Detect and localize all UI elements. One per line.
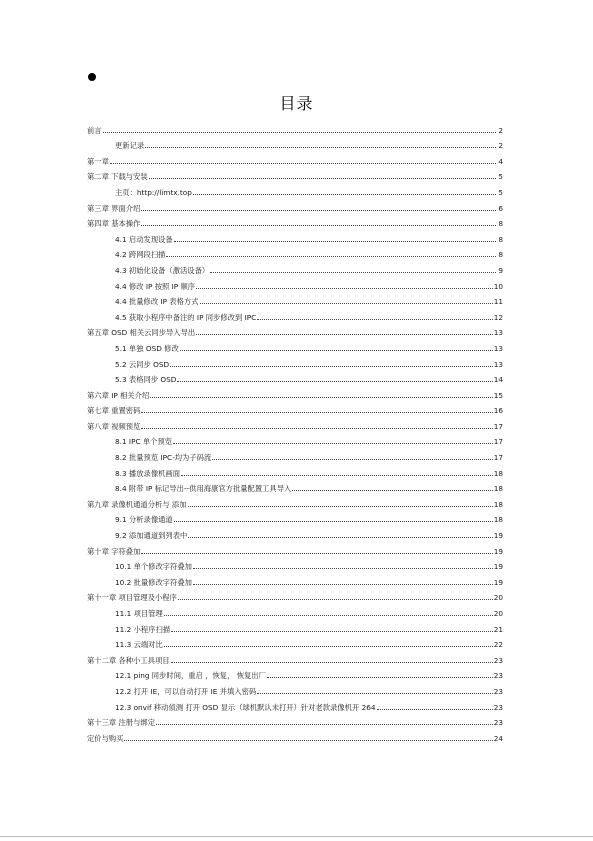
- toc-page-number: 5: [498, 172, 503, 182]
- toc-subsection-entry[interactable]: [87, 696, 503, 712]
- toc-page-number: 23: [493, 686, 503, 696]
- toc-entry-label: 11.2 小程序扫描: [115, 624, 171, 634]
- toc-entry-label: 主页：http://limtx.top: [115, 187, 192, 197]
- toc-dot-leader: [257, 692, 492, 694]
- toc-dot-leader: [164, 645, 493, 647]
- toc-dot-leader: [193, 583, 493, 585]
- toc-chapter-entry[interactable]: [87, 493, 503, 509]
- toc-entry-label: 10.2 批量修改字符叠加: [115, 577, 192, 587]
- toc-dot-leader: [141, 427, 492, 429]
- toc-subsection-entry[interactable]: [87, 306, 503, 322]
- toc-dot-leader: [110, 162, 496, 164]
- toc-entry-label: 11.1 项目管理: [115, 609, 163, 618]
- toc-page-number: 11: [493, 297, 503, 307]
- toc-dot-leader: [200, 302, 493, 304]
- toc-entry-label: 第十三章 注册与绑定: [87, 718, 155, 728]
- toc-dot-leader: [174, 520, 493, 522]
- toc-dot-leader: [171, 661, 493, 663]
- toc-entry-label: 第三章 界面介绍: [87, 203, 141, 213]
- toc-page-number: 4: [498, 156, 503, 166]
- toc-entry-label: 第五章 OSD 相关云同步导入导出: [87, 328, 196, 338]
- toc-dot-leader: [188, 505, 493, 507]
- toc-entry-label: 8.2 批量预览 IPC-均为子码流: [115, 453, 212, 463]
- toc-page-number: 2: [498, 125, 503, 135]
- toc-page-number: 18: [493, 499, 503, 509]
- toc-page-number: 19: [493, 562, 503, 572]
- toc-dot-leader: [210, 271, 496, 273]
- toc-dot-leader: [170, 365, 493, 367]
- toc-page-number: 24: [493, 733, 503, 743]
- toc-entry-label: 第八章 视频预览: [87, 421, 141, 431]
- toc-dot-leader: [196, 287, 493, 289]
- toc-dot-leader: [177, 380, 492, 382]
- toc-page-number: 18: [493, 484, 503, 494]
- toc-dot-leader: [173, 442, 493, 444]
- toc-entry-label: 5.1 单独 OSD 修改: [115, 343, 179, 353]
- toc-entry-label: 第六章 IP 相关介绍: [87, 390, 150, 400]
- toc-subsection-entry[interactable]: [87, 665, 503, 681]
- toc-subsection-entry[interactable]: [87, 353, 503, 369]
- toc-subsection-entry[interactable]: [87, 602, 503, 618]
- toc-entry-label: 9.2 添加通道到列表中: [115, 531, 188, 541]
- toc-dot-leader: [150, 396, 492, 398]
- toc-subsection-entry[interactable]: [87, 556, 503, 572]
- toc-subsection-entry[interactable]: [87, 181, 503, 197]
- toc-entry-label: 第九章 录像机通道分析与 添加: [87, 499, 187, 509]
- toc-chapter-entry[interactable]: [87, 540, 503, 556]
- toc-subsection-entry[interactable]: [87, 431, 503, 447]
- toc-entry-label: 10.1 单个修改字符叠加: [115, 562, 192, 572]
- toc-entry-label: 12.2 打开 IE，可以自动打开 IE 并填入密码: [115, 686, 257, 696]
- toc-dot-leader: [257, 318, 492, 320]
- table-of-contents: [87, 119, 503, 743]
- toc-chapter-entry[interactable]: [87, 166, 503, 182]
- toc-subsection-entry[interactable]: [87, 680, 503, 696]
- toc-subsection-entry[interactable]: [87, 259, 503, 275]
- toc-chapter-entry[interactable]: [87, 213, 503, 229]
- toc-entry-label: 4.4 修改 IP 按照 IP 顺序: [115, 281, 196, 291]
- toc-page-number: 19: [493, 531, 503, 541]
- toc-dot-leader: [149, 177, 496, 179]
- toc-entry-label: 4.1 启动发现设备: [115, 234, 173, 244]
- toc-page-number: 17: [493, 453, 503, 463]
- bullet-icon: [88, 73, 96, 81]
- toc-chapter-entry[interactable]: [87, 712, 503, 728]
- toc-dot-leader: [171, 630, 493, 632]
- toc-dot-leader: [196, 333, 493, 335]
- toc-page-number: 21: [493, 624, 503, 634]
- toc-entry-label: 5.3 表格同步 OSD: [115, 375, 177, 385]
- toc-subsection-entry[interactable]: [87, 462, 503, 478]
- toc-entry-label: 8.3 播放录像机画面: [115, 468, 181, 478]
- toc-page-number: 8: [498, 250, 503, 260]
- toc-entry-label: 12.1 ping 同步时间，重启 ，恢复， 恢复出厂: [115, 671, 266, 681]
- toc-page-number: 12: [493, 312, 503, 322]
- toc-title: 目录: [279, 94, 314, 113]
- toc-page-number: 8: [498, 219, 503, 229]
- toc-chapter-entry[interactable]: [87, 384, 503, 400]
- toc-page-number: 13: [493, 359, 503, 369]
- toc-dot-leader: [181, 474, 493, 476]
- toc-page-number: 16: [493, 406, 503, 416]
- toc-dot-leader: [103, 131, 496, 133]
- toc-chapter-entry[interactable]: [87, 197, 503, 213]
- toc-page-number: 19: [493, 546, 503, 556]
- toc-subsection-entry[interactable]: [87, 337, 503, 353]
- toc-page-number: 2: [498, 141, 503, 151]
- toc-entry-label: 第七章 重置密码: [87, 406, 141, 416]
- toc-entry-label: 定价与购买: [87, 733, 124, 743]
- toc-dot-leader: [178, 598, 493, 600]
- toc-subsection-entry[interactable]: [87, 291, 503, 307]
- toc-subsection-entry[interactable]: [87, 634, 503, 650]
- toc-page-number: 15: [493, 390, 503, 400]
- toc-subsection-entry[interactable]: [87, 571, 503, 587]
- toc-entry-label: 4.4 批量修改 IP 表格方式: [115, 297, 199, 307]
- toc-page-number: 6: [498, 203, 503, 213]
- footer-divider: [0, 836, 593, 837]
- toc-entry-label: 第十二章 各种小工具项目: [87, 655, 170, 665]
- toc-dot-leader: [188, 536, 492, 538]
- toc-chapter-entry[interactable]: [87, 415, 503, 431]
- toc-entry-label: 4.2 跨网段扫描: [115, 250, 166, 260]
- toc-subsection-entry[interactable]: [87, 478, 503, 494]
- toc-entry-label: 第十一章 项目管理及小程序: [87, 593, 177, 603]
- toc-page-number: 17: [493, 437, 503, 447]
- toc-page-number: 13: [493, 328, 503, 338]
- toc-subsection-entry[interactable]: [87, 244, 503, 260]
- toc-chapter-entry[interactable]: [87, 322, 503, 338]
- toc-dot-leader: [141, 411, 492, 413]
- toc-entry-label: 前言: [87, 125, 102, 135]
- toc-subsection-entry[interactable]: [87, 618, 503, 634]
- toc-subsection-entry[interactable]: [87, 135, 503, 151]
- toc-entry-label: 4.5 获取小程序中备注的 IP 同步修改到 IPC: [115, 312, 257, 322]
- toc-chapter-entry[interactable]: [87, 119, 503, 135]
- toc-entry-label: 第二章 下载与安装: [87, 172, 148, 182]
- toc-dot-leader: [267, 676, 493, 678]
- toc-dot-leader: [156, 723, 493, 725]
- toc-entry-label: 5.2 云同步 OSD: [115, 359, 170, 369]
- toc-dot-leader: [180, 349, 493, 351]
- toc-dot-leader: [377, 708, 493, 710]
- toc-dot-leader: [141, 209, 496, 211]
- toc-entry-label: 更新记录: [115, 141, 145, 151]
- toc-page-number: 23: [493, 671, 503, 681]
- toc-entry-label: 4.3 初始化设备（激活设备）: [115, 265, 210, 275]
- toc-chapter-entry[interactable]: [87, 587, 503, 603]
- toc-page-number: 8: [498, 234, 503, 244]
- toc-page-number: 18: [493, 468, 503, 478]
- toc-dot-leader: [174, 240, 496, 242]
- toc-page-number: 10: [493, 281, 503, 291]
- toc-page-number: 22: [493, 640, 503, 650]
- toc-page-number: 23: [493, 655, 503, 665]
- toc-chapter-entry[interactable]: [87, 649, 503, 665]
- toc-subsection-entry[interactable]: [87, 446, 503, 462]
- toc-dot-leader: [141, 552, 492, 554]
- toc-page-number: 20: [493, 609, 503, 618]
- toc-entry-label: 9.1 分析录像通道: [115, 515, 173, 525]
- toc-entry-label: 第四章 基本操作: [87, 219, 141, 229]
- toc-page-number: 17: [493, 421, 503, 431]
- toc-dot-leader: [166, 255, 496, 257]
- toc-subsection-entry[interactable]: [87, 369, 503, 385]
- toc-entry-label: 第十章 字符叠加: [87, 546, 141, 556]
- toc-dot-leader: [212, 458, 493, 460]
- toc-dot-leader: [124, 739, 492, 741]
- toc-entry-label: 12.3 onvif 移动侦测 打开 OSD 显示（球机默认未打开）针对老款录像机开 264: [115, 702, 376, 712]
- toc-subsection-entry[interactable]: [87, 509, 503, 525]
- toc-dot-leader: [141, 224, 496, 226]
- toc-dot-leader: [292, 489, 492, 491]
- toc-entry-label: 11.3 云端对比: [115, 640, 163, 650]
- toc-chapter-entry[interactable]: [87, 150, 503, 166]
- toc-page-number: 9: [498, 265, 503, 275]
- toc-chapter-entry[interactable]: [87, 400, 503, 416]
- toc-page-number: 13: [493, 343, 503, 353]
- toc-page-number: 20: [493, 593, 503, 603]
- toc-dot-leader: [193, 567, 493, 569]
- toc-page-number: 23: [493, 702, 503, 712]
- toc-chapter-entry[interactable]: [87, 727, 503, 743]
- toc-entry-label: 第一章: [87, 156, 109, 166]
- toc-dot-leader: [193, 193, 496, 195]
- toc-subsection-entry[interactable]: [87, 524, 503, 540]
- toc-entry-label: 8.4 附带 IP 标记导出--供用海康官方批量配置工具导入: [115, 484, 292, 494]
- toc-dot-leader: [145, 146, 496, 148]
- toc-page-number: 19: [493, 577, 503, 587]
- toc-dot-leader: [164, 614, 493, 616]
- toc-page-number: 14: [493, 375, 503, 385]
- toc-subsection-entry[interactable]: [87, 228, 503, 244]
- toc-page-number: 23: [493, 718, 503, 728]
- toc-entry-label: 8.1 IPC 单个预览: [115, 437, 173, 447]
- toc-page-number: 18: [493, 515, 503, 525]
- toc-subsection-entry[interactable]: [87, 275, 503, 291]
- toc-page-number: 5: [498, 187, 503, 197]
